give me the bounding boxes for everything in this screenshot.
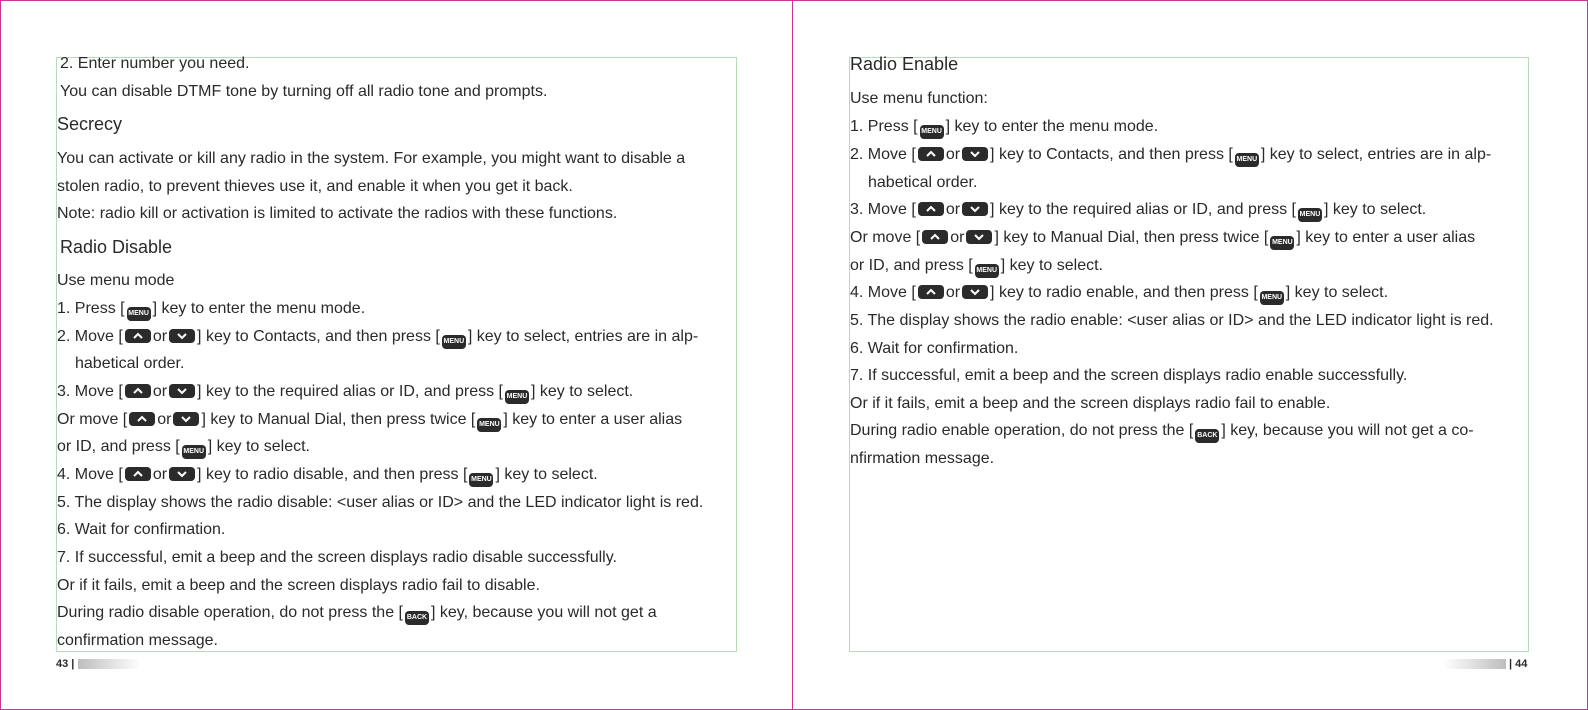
up-arrow-key-icon xyxy=(918,285,944,299)
left-folio-gradient-bar xyxy=(78,659,140,669)
step-text: ] key to Contacts, and then press [ xyxy=(197,328,440,345)
right-page-number: | 44 xyxy=(1509,658,1528,670)
or-text: or xyxy=(945,146,961,163)
down-arrow-key-icon xyxy=(169,467,195,481)
up-arrow-key-icon xyxy=(918,202,944,216)
use-menu-mode-label: Use menu mode xyxy=(57,272,175,289)
enable-warning-continued: nfirmation message. xyxy=(850,450,995,467)
page-number-text: 44 xyxy=(1515,658,1528,670)
up-arrow-key-icon xyxy=(125,329,151,343)
right-folio-gradient-bar xyxy=(1444,659,1506,669)
up-arrow-key-icon xyxy=(125,467,151,481)
step-text: ] key to select, entries are in alp- xyxy=(467,328,699,345)
step-text: 1. Press [ xyxy=(57,300,125,317)
disable-step-6: 6. Wait for confirmation. xyxy=(57,521,226,538)
dtmf-note: You can disable DTMF tone by turning off all radio tone and prompts. xyxy=(60,83,548,100)
enable-step-2 xyxy=(850,145,1491,167)
disable-step-2 xyxy=(57,327,698,349)
step-text: ] key to select. xyxy=(530,383,634,400)
step-text: ] key to enter a user alias xyxy=(1296,229,1476,246)
disable-warning-continued: confirmation message. xyxy=(57,632,218,649)
down-arrow-key-icon xyxy=(966,230,992,244)
disable-warning xyxy=(57,603,657,625)
step-text: ] key to select, entries are in alp- xyxy=(1260,146,1492,163)
step-2-enter-number: 2. Enter number you need. xyxy=(60,55,250,72)
secrecy-heading: Secrecy xyxy=(57,114,123,134)
disable-step-3 xyxy=(57,382,633,404)
kill-activation-note: Note: radio kill or activation is limited to activate the radios with these functions. xyxy=(57,205,618,222)
step-text: Or move [ xyxy=(850,229,921,246)
disable-or-move xyxy=(57,410,682,432)
enable-step-5: 5. The display shows the radio enable: <user alias or ID> and the LED indicator light is red. xyxy=(850,312,1494,329)
disable-or-id xyxy=(57,437,310,459)
step-text: ] key, because you will not get a co- xyxy=(1221,422,1474,439)
up-arrow-key-icon xyxy=(918,147,944,161)
menu-key-icon: MENU xyxy=(469,473,493,487)
down-arrow-key-icon xyxy=(169,384,195,398)
step-text: 4. Move [ xyxy=(57,466,123,483)
or-text: or xyxy=(152,328,168,345)
up-arrow-key-icon xyxy=(129,412,155,426)
down-arrow-key-icon xyxy=(962,202,988,216)
enable-warning xyxy=(850,421,1474,443)
step-text: 2. Move [ xyxy=(850,146,916,163)
or-text: or xyxy=(945,201,961,218)
disable-step-2-continued: habetical order. xyxy=(75,355,185,372)
menu-key-icon: MENU xyxy=(1235,153,1259,167)
menu-key-icon: MENU xyxy=(1270,236,1294,250)
radio-disable-heading: Radio Disable xyxy=(60,237,173,257)
or-text: or xyxy=(950,229,965,246)
step-text: or ID, and press [ xyxy=(57,438,180,455)
enable-step-6: 6. Wait for confirmation. xyxy=(850,340,1019,357)
or-text: or xyxy=(945,284,961,301)
down-arrow-key-icon xyxy=(962,285,988,299)
step-text: During radio enable operation, do not press the [ xyxy=(850,422,1194,439)
step-text: or ID, and press [ xyxy=(850,257,973,274)
disable-fail-note: Or if it fails, emit a beep and the screen displays radio fail to disable. xyxy=(57,577,540,594)
step-text: ] key to Contacts, and then press [ xyxy=(990,146,1233,163)
left-page-number: 43 | xyxy=(56,658,75,670)
or-text: or xyxy=(152,466,168,483)
step-text: 3. Move [ xyxy=(850,201,916,218)
page-number-text: 43 xyxy=(56,658,69,670)
menu-key-icon: MENU xyxy=(1298,208,1322,222)
step-text: ] key to enter a user alias xyxy=(503,411,683,428)
enable-step-2-continued: habetical order. xyxy=(868,174,978,191)
up-arrow-key-icon xyxy=(125,384,151,398)
menu-key-icon: MENU xyxy=(920,125,944,139)
step-text: Or move [ xyxy=(57,411,128,428)
step-text: 1. Press [ xyxy=(850,118,918,135)
menu-key-icon: MENU xyxy=(127,307,151,321)
step-text: ] key to the required alias or ID, and press [ xyxy=(197,383,503,400)
step-text: ] key to select. xyxy=(1000,257,1103,274)
enable-step-4 xyxy=(850,283,1388,305)
step-text: ] key to enter the menu mode. xyxy=(945,118,1159,135)
step-text: ] key to select. xyxy=(495,466,598,483)
step-text: 3. Move [ xyxy=(57,383,123,400)
enable-fail-note: Or if it fails, emit a beep and the screen displays radio fail to enable. xyxy=(850,395,1331,412)
menu-key-icon: MENU xyxy=(975,264,999,278)
step-text: ] key to Manual Dial, then press twice [ xyxy=(201,411,476,428)
disable-step-7: 7. If successful, emit a beep and the screen displays radio disable successfully. xyxy=(57,549,617,566)
step-text: ] key to radio enable, and then press [ xyxy=(990,284,1258,301)
menu-key-icon: MENU xyxy=(1260,291,1284,305)
down-arrow-key-icon xyxy=(169,329,195,343)
enable-or-move xyxy=(850,228,1475,250)
step-text: ] key to radio disable, and then press [ xyxy=(197,466,468,483)
step-text: ] key to select. xyxy=(1285,284,1389,301)
step-text: ] key to the required alias or ID, and press [ xyxy=(990,201,1296,218)
step-text: ] key, because you will not get a xyxy=(431,604,657,621)
or-text: or xyxy=(157,411,172,428)
menu-key-icon: MENU xyxy=(442,335,466,349)
menu-key-icon: MENU xyxy=(505,390,529,404)
step-text: ] key to select. xyxy=(1323,201,1427,218)
use-menu-function-label: Use menu function: xyxy=(850,90,988,107)
enable-step-3 xyxy=(850,200,1426,222)
secrecy-paragraph-line-2: stolen radio, to prevent thieves use it, and enable it when you get it back. xyxy=(57,178,573,195)
secrecy-paragraph-line-1: You can activate or kill any radio in the system. For example, you might want to disable a xyxy=(57,150,686,167)
enable-step-7: 7. If successful, emit a beep and the screen displays radio enable successfully. xyxy=(850,367,1408,384)
step-text: ] key to enter the menu mode. xyxy=(152,300,366,317)
step-text: 2. Move [ xyxy=(57,328,123,345)
enable-step-1 xyxy=(850,117,1158,139)
radio-enable-heading: Radio Enable xyxy=(850,54,959,74)
menu-key-icon: MENU xyxy=(477,418,501,432)
down-arrow-key-icon xyxy=(962,147,988,161)
disable-step-5: 5. The display shows the radio disable: <user alias or ID> and the LED indicator light is red. xyxy=(57,494,704,511)
down-arrow-key-icon xyxy=(173,412,199,426)
or-text: or xyxy=(152,383,168,400)
back-key-icon: BACK xyxy=(1195,429,1219,443)
up-arrow-key-icon xyxy=(922,230,948,244)
menu-key-icon: MENU xyxy=(182,445,206,459)
step-text: ] key to Manual Dial, then press twice [ xyxy=(994,229,1269,246)
disable-step-4 xyxy=(57,465,598,487)
enable-or-id xyxy=(850,256,1103,278)
back-key-icon: BACK xyxy=(405,611,429,625)
step-text: ] key to select. xyxy=(207,438,310,455)
step-text: 4. Move [ xyxy=(850,284,916,301)
disable-step-1 xyxy=(57,299,365,321)
step-text: During radio disable operation, do not press the [ xyxy=(57,604,403,621)
